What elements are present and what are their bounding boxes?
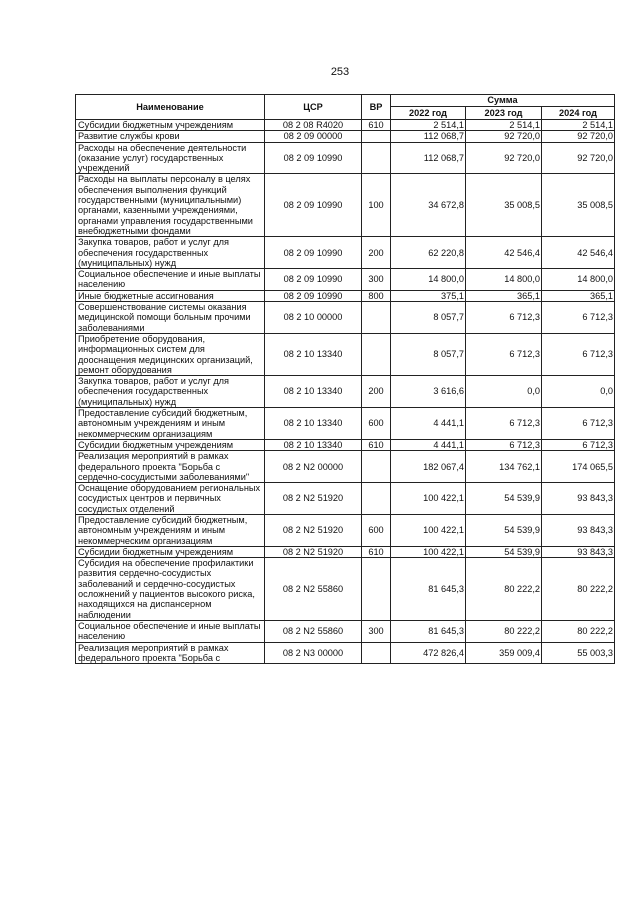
- table-row: [76, 120, 615, 131]
- row-vr: [362, 483, 391, 515]
- row-value-2024: 6 712,3: [542, 408, 615, 440]
- header-sum: Сумма: [391, 95, 615, 107]
- row-value-2024: 93 843,3: [542, 546, 615, 557]
- row-name: Реализация мероприятий в рамках федерального проекта "Борьба с сердечно-сосудистыми заболеваниями": [76, 451, 265, 483]
- row-value-2022: 4 441,1: [391, 408, 466, 440]
- row-value-2023: 2 514,1: [466, 120, 542, 131]
- row-value-2024: 42 546,4: [542, 237, 615, 269]
- row-csr: 08 2 10 13340: [265, 408, 362, 440]
- table-row: [76, 451, 615, 483]
- row-value-2024: 92 720,0: [542, 131, 615, 142]
- header-2023: 2023 год: [466, 107, 542, 120]
- row-value-2022: 14 800,0: [391, 269, 466, 291]
- row-value-2024: 0,0: [542, 376, 615, 408]
- row-csr: 08 2 08 R4020: [265, 120, 362, 131]
- row-csr: 08 2 N2 00000: [265, 451, 362, 483]
- table-row: [76, 174, 615, 237]
- row-value-2023: 359 009,4: [466, 642, 542, 664]
- row-name: Совершенствование системы оказания медицинской помощи больным прочими заболеваниями: [76, 302, 265, 334]
- table-row: [76, 237, 615, 269]
- table-body: [76, 120, 615, 664]
- row-vr: [362, 642, 391, 664]
- row-csr: 08 2 N2 55860: [265, 558, 362, 621]
- header-vr: ВР: [362, 95, 391, 120]
- row-value-2022: 112 068,7: [391, 142, 466, 174]
- row-value-2023: 35 008,5: [466, 174, 542, 237]
- table-row: [76, 142, 615, 174]
- row-name: Социальное обеспечение и иные выплаты населению: [76, 269, 265, 291]
- row-value-2022: 34 672,8: [391, 174, 466, 237]
- row-name: Развитие службы крови: [76, 131, 265, 142]
- row-value-2022: 182 067,4: [391, 451, 466, 483]
- row-value-2023: 6 712,3: [466, 302, 542, 334]
- row-name: Иные бюджетные ассигнования: [76, 290, 265, 301]
- table-row: [76, 483, 615, 515]
- row-value-2024: 6 712,3: [542, 302, 615, 334]
- row-value-2023: 54 539,9: [466, 483, 542, 515]
- row-csr: 08 2 09 10990: [265, 237, 362, 269]
- row-value-2023: 92 720,0: [466, 131, 542, 142]
- row-name: Закупка товаров, работ и услуг для обеспечения государственных (муниципальных) нужд: [76, 376, 265, 408]
- table-row: [76, 620, 615, 642]
- row-name: Субсидии бюджетным учреждениям: [76, 120, 265, 131]
- row-vr: [362, 333, 391, 375]
- row-value-2022: 112 068,7: [391, 131, 466, 142]
- table-row: [76, 376, 615, 408]
- row-csr: 08 2 09 10990: [265, 142, 362, 174]
- row-name: Социальное обеспечение и иные выплаты населению: [76, 620, 265, 642]
- table-row: [76, 439, 615, 450]
- row-name: Субсидии бюджетным учреждениям: [76, 546, 265, 557]
- row-name: Закупка товаров, работ и услуг для обеспечения государственных (муниципальных) нужд: [76, 237, 265, 269]
- row-value-2023: 0,0: [466, 376, 542, 408]
- row-vr: 600: [362, 514, 391, 546]
- row-value-2024: 6 712,3: [542, 439, 615, 450]
- table-row: [76, 333, 615, 375]
- row-vr: [362, 302, 391, 334]
- row-value-2023: 80 222,2: [466, 558, 542, 621]
- table-row: [76, 546, 615, 557]
- row-value-2023: 42 546,4: [466, 237, 542, 269]
- row-vr: 100: [362, 174, 391, 237]
- row-value-2023: 6 712,3: [466, 333, 542, 375]
- row-csr: 08 2 09 10990: [265, 269, 362, 291]
- row-value-2024: 6 712,3: [542, 333, 615, 375]
- header-csr: ЦСР: [265, 95, 362, 120]
- row-value-2023: 6 712,3: [466, 439, 542, 450]
- row-value-2023: 80 222,2: [466, 620, 542, 642]
- row-name: Расходы на выплаты персоналу в целях обеспечения выполнения функций государственными (муниципальными) органами, казенными учреждениями, органами управления государственными внебюджетными фондами: [76, 174, 265, 237]
- row-value-2024: 80 222,2: [542, 558, 615, 621]
- row-name: Реализация мероприятий в рамках федерального проекта "Борьба с: [76, 642, 265, 664]
- row-value-2023: 14 800,0: [466, 269, 542, 291]
- table-row: [76, 302, 615, 334]
- row-name: Расходы на обеспечение деятельности (оказание услуг) государственных учреждений: [76, 142, 265, 174]
- row-vr: 300: [362, 620, 391, 642]
- row-value-2023: 54 539,9: [466, 514, 542, 546]
- row-value-2023: 6 712,3: [466, 408, 542, 440]
- page-number: 253: [330, 66, 350, 78]
- row-vr: 610: [362, 120, 391, 131]
- row-value-2024: 14 800,0: [542, 269, 615, 291]
- row-vr: 610: [362, 439, 391, 450]
- row-value-2024: 93 843,3: [542, 483, 615, 515]
- row-csr: 08 2 N2 51920: [265, 514, 362, 546]
- row-value-2022: 4 441,1: [391, 439, 466, 450]
- row-vr: [362, 451, 391, 483]
- header-2024: 2024 год: [542, 107, 615, 120]
- row-csr: 08 2 09 00000: [265, 131, 362, 142]
- row-vr: 600: [362, 408, 391, 440]
- row-vr: 610: [362, 546, 391, 557]
- row-value-2024: 93 843,3: [542, 514, 615, 546]
- row-value-2023: 365,1: [466, 290, 542, 301]
- row-name: Субсидии бюджетным учреждениям: [76, 439, 265, 450]
- row-value-2022: 100 422,1: [391, 546, 466, 557]
- row-name: Оснащение оборудованием региональных сосудистых центров и первичных сосудистых отделений: [76, 483, 265, 515]
- row-csr: 08 2 10 13340: [265, 439, 362, 450]
- row-name: Субсидия на обеспечение профилактики развития сердечно-сосудистых заболеваний и сердечно-сосудистых осложнений у пациентов высокого риска, находящихся на диспансерном наблюдении: [76, 558, 265, 621]
- row-vr: 800: [362, 290, 391, 301]
- row-vr: [362, 142, 391, 174]
- table-row: [76, 408, 615, 440]
- row-value-2024: 55 003,3: [542, 642, 615, 664]
- row-csr: 08 2 N2 51920: [265, 483, 362, 515]
- row-value-2022: 2 514,1: [391, 120, 466, 131]
- row-csr: 08 2 09 10990: [265, 290, 362, 301]
- row-name: Приобретение оборудования, информационных систем для дооснащения медицинских организаций, ремонт оборудования: [76, 333, 265, 375]
- row-csr: 08 2 09 10990: [265, 174, 362, 237]
- budget-table: [75, 94, 615, 664]
- row-value-2022: 81 645,3: [391, 620, 466, 642]
- row-value-2023: 134 762,1: [466, 451, 542, 483]
- row-value-2024: 365,1: [542, 290, 615, 301]
- table-row: [76, 290, 615, 301]
- row-value-2022: 100 422,1: [391, 514, 466, 546]
- row-value-2022: 472 826,4: [391, 642, 466, 664]
- header-name: Наименование: [76, 95, 265, 120]
- row-value-2023: 54 539,9: [466, 546, 542, 557]
- row-vr: [362, 558, 391, 621]
- header-2022: 2022 год: [391, 107, 466, 120]
- table-row: [76, 558, 615, 621]
- row-value-2022: 8 057,7: [391, 302, 466, 334]
- row-value-2024: 2 514,1: [542, 120, 615, 131]
- row-value-2022: 81 645,3: [391, 558, 466, 621]
- row-csr: 08 2 N2 51920: [265, 546, 362, 557]
- row-csr: 08 2 N3 00000: [265, 642, 362, 664]
- row-csr: 08 2 N2 55860: [265, 620, 362, 642]
- table-row: [76, 269, 615, 291]
- row-value-2024: 174 065,5: [542, 451, 615, 483]
- row-value-2022: 3 616,6: [391, 376, 466, 408]
- row-name: Предоставление субсидий бюджетным, автономным учреждениям и иным некоммерческим организациям: [76, 408, 265, 440]
- table-row: [76, 514, 615, 546]
- row-value-2024: 80 222,2: [542, 620, 615, 642]
- row-value-2022: 100 422,1: [391, 483, 466, 515]
- row-vr: 200: [362, 376, 391, 408]
- table-row: [76, 642, 615, 664]
- row-value-2022: 375,1: [391, 290, 466, 301]
- row-value-2022: 8 057,7: [391, 333, 466, 375]
- table-row: [76, 131, 615, 142]
- row-vr: 300: [362, 269, 391, 291]
- row-name: Предоставление субсидий бюджетным, автономным учреждениям и иным некоммерческим организациям: [76, 514, 265, 546]
- row-value-2022: 62 220,8: [391, 237, 466, 269]
- row-vr: 200: [362, 237, 391, 269]
- row-vr: [362, 131, 391, 142]
- row-value-2024: 92 720,0: [542, 142, 615, 174]
- row-csr: 08 2 10 13340: [265, 376, 362, 408]
- row-value-2024: 35 008,5: [542, 174, 615, 237]
- row-csr: 08 2 10 00000: [265, 302, 362, 334]
- row-csr: 08 2 10 13340: [265, 333, 362, 375]
- row-value-2023: 92 720,0: [466, 142, 542, 174]
